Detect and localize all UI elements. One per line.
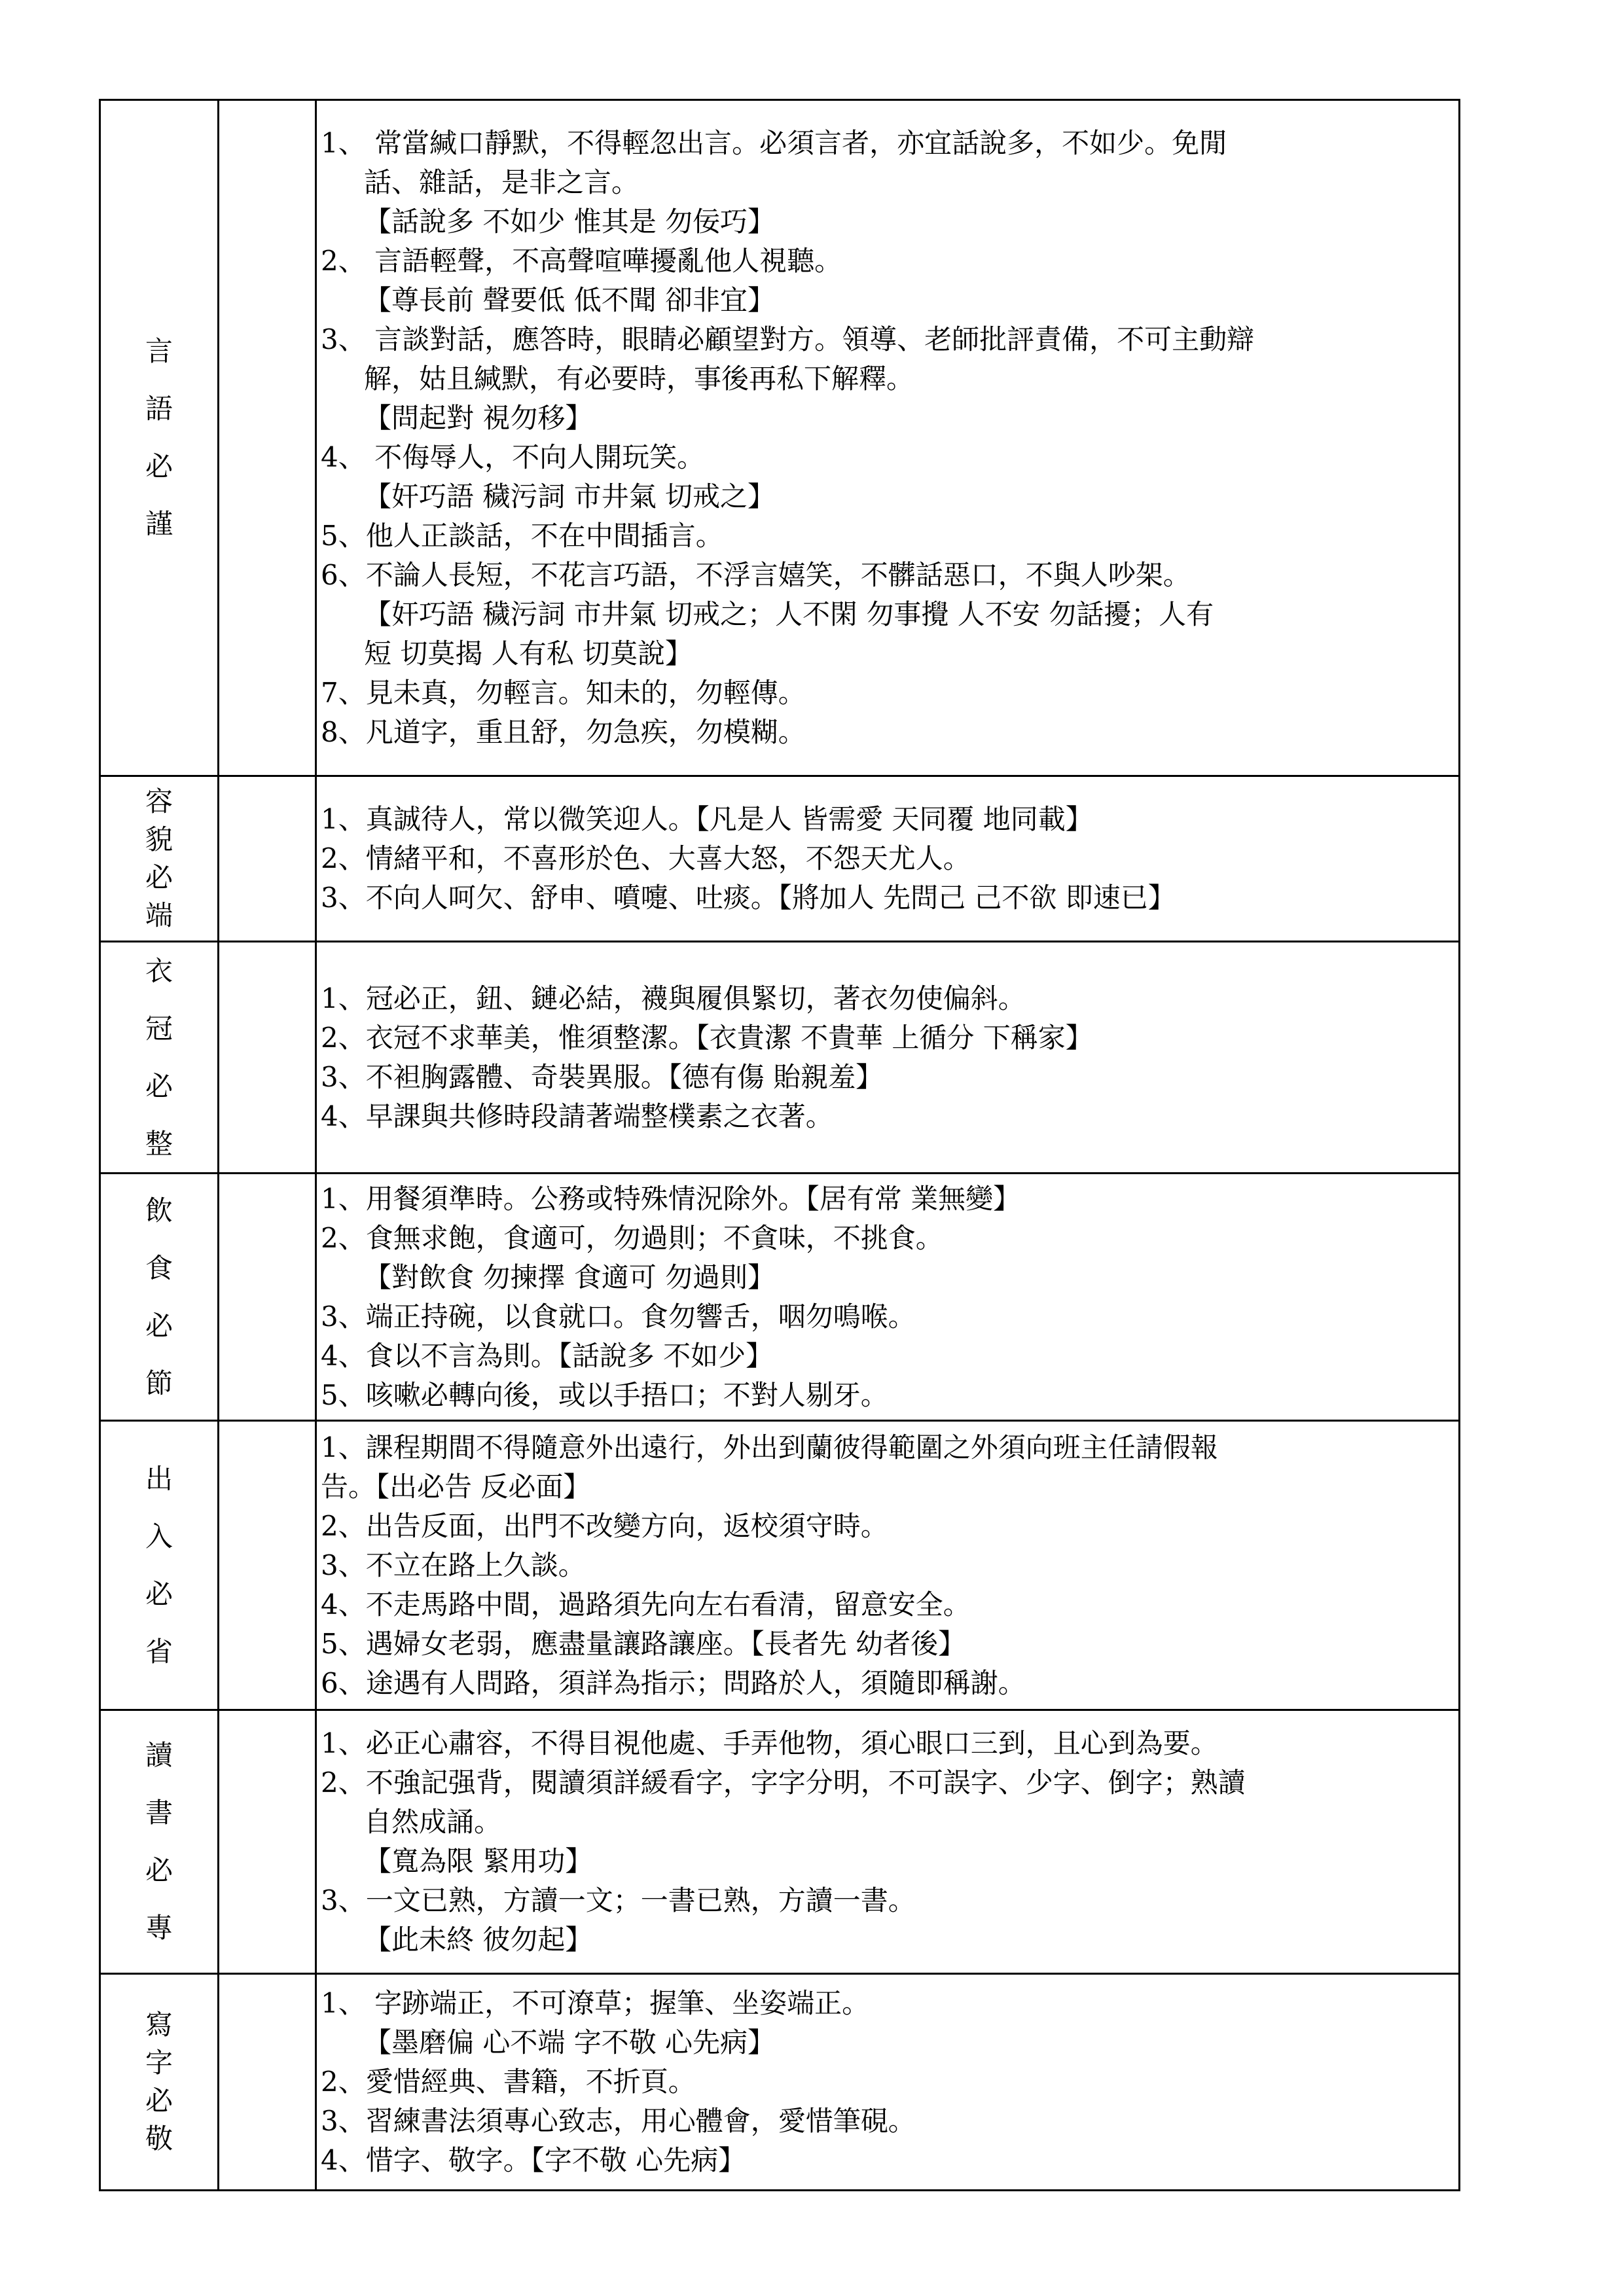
rule-line: 【奸巧語 穢污詞 市井氣 切戒之；人不閑 勿事攪 人不安 勿話擾；人有 <box>364 598 1214 630</box>
blank-cell <box>219 1974 316 2191</box>
section-row <box>100 1174 1460 1421</box>
category-char: 必 <box>145 450 173 482</box>
rule-line: 1、 字跡端正，不可潦草；握筆、坐姿端正。 <box>321 1987 870 2019</box>
section-row <box>100 776 1460 942</box>
category-char: 出 <box>145 1462 173 1495</box>
category-char: 字 <box>145 2047 173 2079</box>
section-row <box>100 1974 1460 2191</box>
section-row <box>100 942 1460 1174</box>
rule-line: 4、 不侮辱人，不向人開玩笑。 <box>321 441 705 473</box>
category-char: 整 <box>145 1127 173 1160</box>
rule-line: 6、不論人長短，不花言巧語，不浮言嬉笑，不髒話惡口，不與人吵架。 <box>321 559 1191 591</box>
category-char: 容 <box>145 785 173 817</box>
category-char: 敬 <box>145 2123 173 2155</box>
rule-line: 【尊長前 聲要低 低不聞 卻非宜】 <box>364 284 776 316</box>
rule-line: 2、愛惜經典、書籍，不折頁。 <box>321 2066 696 2098</box>
rule-line: 告。【出必告 反必面】 <box>321 1470 591 1503</box>
section-row <box>100 1421 1460 1710</box>
rule-line: 【墨磨偏 心不端 字不敬 心先病】 <box>364 2026 776 2058</box>
category-char: 謹 <box>145 508 173 540</box>
category-cell <box>100 776 219 942</box>
rule-line: 1、必正心肅容，不得目視他處、手弄他物，須心眼口三到，且心到為要。 <box>321 1727 1218 1759</box>
category-cell <box>100 100 219 776</box>
rule-line: 2、衣冠不求華美，惟須整潔。【衣貴潔 不貴華 上循分 下稱家】 <box>321 1021 1093 1054</box>
category-char: 省 <box>145 1635 173 1668</box>
rule-line: 4、早課與共修時段請著端整樸素之衣著。 <box>321 1100 833 1132</box>
rule-line: 1、真誠待人，常以微笑迎人。【凡是人 皆需愛 天同覆 地同載】 <box>321 803 1093 835</box>
content-cell <box>316 942 1460 1174</box>
category-char: 端 <box>145 899 173 931</box>
category-char: 入 <box>145 1520 173 1552</box>
category-char: 必 <box>145 861 173 893</box>
rule-line: 1、課程期間不得隨意外出遠行，外出到蘭彼得範圍之外須向班主任請假報 <box>321 1431 1218 1463</box>
category-char: 貌 <box>145 823 173 855</box>
content-cell <box>316 776 1460 942</box>
rule-line: 3、不立在路上久談。 <box>321 1549 586 1581</box>
blank-cell <box>219 1421 316 1710</box>
rule-line: 1、 常當緘口靜默，不得輕忽出言。必須言者，亦宜話說多，不如少。免閒 <box>321 127 1227 159</box>
rule-line: 4、不走馬路中間，過路須先向左右看清，留意安全。 <box>321 1588 971 1621</box>
blank-cell <box>219 942 316 1174</box>
category-cell <box>100 1710 219 1974</box>
content-cell <box>316 1710 1460 1974</box>
category-char: 必 <box>145 2085 173 2117</box>
content-cell <box>316 1174 1460 1421</box>
category-char: 冠 <box>145 1012 173 1045</box>
category-char: 食 <box>145 1251 173 1284</box>
rule-line: 4、惜字、敬字。【字不敬 心先病】 <box>321 2144 746 2176</box>
rule-line: 8、凡道字，重且舒，勿急疾，勿模糊。 <box>321 716 806 748</box>
rule-line: 2、食無求飽，食適可，勿過則；不貪味，不挑食。 <box>321 1221 943 1254</box>
rule-line: 【奸巧語 穢污詞 市井氣 切戒之】 <box>364 480 776 512</box>
rule-line: 5、他人正談話，不在中間插言。 <box>321 520 723 552</box>
rule-line: 3、 言談對話，應答時，眼睛必顧望對方。領導、老師批評責備，不可主動辯 <box>321 323 1255 355</box>
rule-line: 3、習練書法須專心致志，用心體會，愛惜筆硯。 <box>321 2105 916 2137</box>
rule-line: 5、遇婦女老弱，應盡量讓路讓座。【長者先 幼者後】 <box>321 1627 966 1660</box>
category-char: 寫 <box>145 2009 173 2041</box>
category-cell <box>100 942 219 1174</box>
category-char: 讀 <box>145 1739 173 1771</box>
category-char: 必 <box>145 1309 173 1342</box>
rule-line: 5、咳嗽必轉向後，或以手捂口；不對人剔牙。 <box>321 1378 888 1411</box>
rule-line: 2、出告反面，出門不改變方向，返校須守時。 <box>321 1509 888 1542</box>
rule-line: 【話說多 不如少 惟其是 勿佞巧】 <box>364 206 776 238</box>
rule-line: 【對飲食 勿揀擇 食適可 勿過則】 <box>364 1261 776 1293</box>
rule-line: 1、冠必正，鈕、鏈必結，襪與履俱緊切，著衣勿使偏斜。 <box>321 982 1026 1014</box>
rule-line: 【問起對 視勿移】 <box>364 402 593 434</box>
rule-line: 自然成誦。 <box>364 1806 502 1838</box>
rule-line: 【寬為限 緊用功】 <box>364 1845 593 1877</box>
category-cell <box>100 1421 219 1710</box>
category-cell <box>100 1974 219 2191</box>
category-char: 飲 <box>145 1194 173 1227</box>
content-cell <box>316 1421 1460 1710</box>
rule-line: 3、不袒胸露體、奇裝異服。【德有傷 貽親羞】 <box>321 1060 884 1093</box>
rule-line: 2、情緒平和，不喜形於色、大喜大怒，不怨天尤人。 <box>321 842 971 874</box>
blank-cell <box>219 1710 316 1974</box>
rule-line: 3、端正持碗，以食就口。食勿響舌，咽勿鳴喉。 <box>321 1300 916 1333</box>
rule-line: 短 切莫揭 人有私 切莫說】 <box>364 637 693 670</box>
rule-line: 4、食以不言為則。【話說多 不如少】 <box>321 1339 774 1372</box>
category-char: 必 <box>145 1854 173 1886</box>
blank-cell <box>219 1174 316 1421</box>
category-char: 節 <box>145 1367 173 1399</box>
rule-line: 3、一文已熟，方讀一文；一書已熟，方讀一書。 <box>321 1884 916 1916</box>
category-char: 語 <box>145 393 173 425</box>
category-char: 專 <box>145 1912 173 1944</box>
category-cell <box>100 1174 219 1421</box>
rule-line: 1、用餐須準時。公務或特殊情況除外。【居有常 業無變】 <box>321 1182 1021 1215</box>
rule-line: 話、雜話，是非之言。 <box>364 166 640 198</box>
rules-table <box>99 99 1460 2191</box>
rule-line: 解，姑且緘默，有必要時，事後再私下解釋。 <box>364 363 914 395</box>
rule-line: 3、不向人呵欠、舒申、噴嚏、吐痰。【將加人 先問己 己不欲 即速已】 <box>321 882 1176 914</box>
category-char: 必 <box>145 1069 173 1102</box>
content-cell <box>316 1974 1460 2191</box>
rule-line: 6、途遇有人問路，須詳為指示；問路於人，須隨即稱謝。 <box>321 1666 1026 1699</box>
rule-line: 【此未終 彼勿起】 <box>364 1924 593 1956</box>
content-cell <box>316 100 1460 776</box>
rule-line: 2、不強記强背，閱讀須詳緩看字，字字分明，不可誤字、少字、倒字；熟讀 <box>321 1767 1246 1799</box>
rule-line: 7、見未真，勿輕言。知未的，勿輕傳。 <box>321 677 806 709</box>
category-char: 言 <box>145 335 173 367</box>
section-row <box>100 1710 1460 1974</box>
category-char: 必 <box>145 1577 173 1610</box>
blank-cell <box>219 100 316 776</box>
blank-cell <box>219 776 316 942</box>
category-char: 書 <box>145 1797 173 1829</box>
section-row <box>100 100 1460 776</box>
category-char: 衣 <box>145 954 173 987</box>
rule-line: 2、 言語輕聲，不高聲喧嘩擾亂他人視聽。 <box>321 245 842 277</box>
